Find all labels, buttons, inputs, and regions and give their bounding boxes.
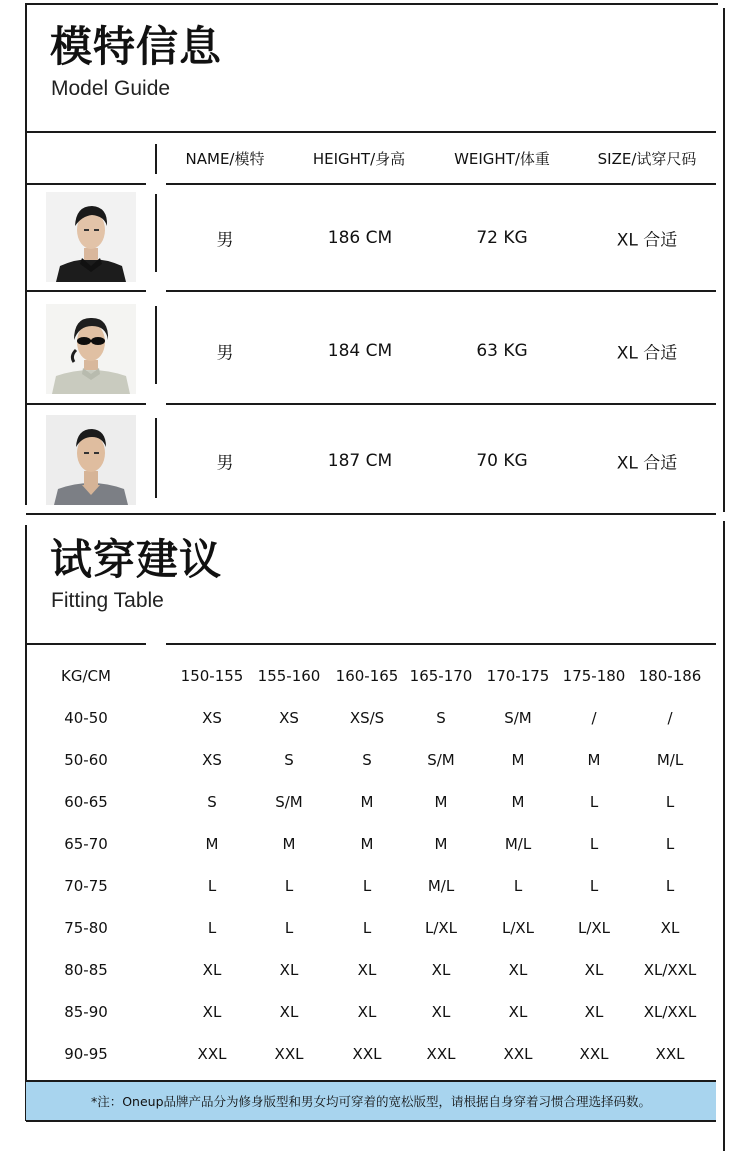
left-border-top	[25, 3, 27, 505]
fitting-size-cell: XXL	[352, 1045, 382, 1063]
fitting-size-cell: XL	[431, 1003, 451, 1021]
fitting-size-cell: XL	[431, 961, 451, 979]
fitting-weight-label: 65-70	[64, 835, 108, 853]
fitting-size-cell: L	[589, 877, 599, 895]
fitting-size-cell: L	[589, 835, 599, 853]
row-separator-right	[166, 403, 716, 405]
fitting-weight-label: 50-60	[64, 751, 108, 769]
row-separator-left	[26, 403, 146, 405]
fitting-size-cell: S	[284, 751, 294, 769]
fitting-size-cell: S	[436, 709, 446, 727]
fitting-size-cell: XS	[202, 709, 222, 727]
fitting-size-cell: L	[284, 877, 294, 895]
fitting-weight-label: 75-80	[64, 919, 108, 937]
fitting-size-cell: L	[207, 919, 217, 937]
fitting-size-cell: XL	[279, 1003, 299, 1021]
model-size: XL 合适	[616, 343, 678, 364]
fitting-size-cell: M	[434, 793, 448, 811]
fitting-size-cell: XL/XXL	[643, 1003, 697, 1021]
fitting-size-cell: L	[665, 877, 675, 895]
fitting-size-cell: L	[284, 919, 294, 937]
fitting-size-cell: XL	[357, 1003, 377, 1021]
fitting-size-cell: XXL	[503, 1045, 533, 1063]
model-size: XL 合适	[616, 230, 678, 251]
fitting-size-cell: M	[360, 835, 374, 853]
header-divider	[155, 144, 157, 174]
fitting-size-cell: M	[511, 751, 525, 769]
model-guide-title: 模特信息	[50, 22, 223, 71]
fitting-size-cell: XXL	[579, 1045, 609, 1063]
model-height: 184 CM	[327, 341, 393, 361]
fitting-size-cell: XS/S	[349, 709, 385, 727]
header-top-line	[26, 131, 716, 133]
fitting-size-cell: XXL	[655, 1045, 685, 1063]
top-border	[26, 3, 718, 5]
fitting-size-cell: L/XL	[577, 919, 611, 937]
fitting-weight-label: 40-50	[64, 709, 108, 727]
fitting-weight-label: 60-65	[64, 793, 108, 811]
row-separator-left	[26, 183, 146, 185]
fitting-corner-label: KG/CM	[61, 667, 111, 685]
fitting-size-cell: XL/XXL	[643, 961, 697, 979]
fitting-size-cell: L	[362, 877, 372, 895]
model-name: 男	[216, 230, 234, 251]
fitting-height-header: 155-160	[257, 667, 321, 685]
model-name: 男	[216, 453, 234, 474]
fitting-table-title: 试穿建议	[50, 535, 223, 584]
section-divider	[26, 513, 716, 515]
model-photo	[46, 415, 136, 505]
fitting-size-cell: M	[511, 793, 525, 811]
row-divider	[155, 194, 157, 272]
header-weight: WEIGHT/体重	[454, 150, 550, 168]
fitting-size-cell: M/L	[656, 751, 684, 769]
model-name: 男	[216, 343, 234, 364]
model-weight: 70 KG	[476, 451, 528, 471]
fitting-weight-label: 80-85	[64, 961, 108, 979]
fitting-size-cell: XL	[584, 961, 604, 979]
fitting-size-cell: L	[513, 877, 523, 895]
fitting-size-cell: L/XL	[424, 919, 458, 937]
fitting-size-cell: XL	[202, 1003, 222, 1021]
fitting-size-cell: S	[207, 793, 217, 811]
fitting-weight-label: 90-95	[64, 1045, 108, 1063]
fitting-size-cell: L	[665, 793, 675, 811]
fitting-size-cell: XXL	[197, 1045, 227, 1063]
model-portrait-icon	[46, 415, 136, 505]
fitting-header-line-right	[166, 643, 716, 645]
fitting-size-cell: /	[667, 709, 673, 727]
header-height: HEIGHT/身高	[312, 150, 406, 168]
fitting-height-header: 175-180	[562, 667, 626, 685]
fitting-size-cell: XXL	[274, 1045, 304, 1063]
model-weight: 63 KG	[476, 341, 528, 361]
row-separator-left	[26, 290, 146, 292]
header-name: NAME/模特	[185, 150, 265, 168]
fitting-size-cell: S/M	[504, 709, 532, 727]
fitting-size-cell: XL	[279, 961, 299, 979]
fitting-table-subtitle: Fitting Table	[51, 589, 164, 612]
fitting-size-cell: XL	[584, 1003, 604, 1021]
fitting-size-cell: M	[587, 751, 601, 769]
model-photo	[46, 304, 136, 394]
fitting-size-cell: M	[434, 835, 448, 853]
fitting-weight-label: 70-75	[64, 877, 108, 895]
row-separator-right	[166, 290, 716, 292]
fitting-size-cell: XL	[202, 961, 222, 979]
fitting-size-cell: XL	[660, 919, 680, 937]
row-divider	[155, 418, 157, 498]
fitting-size-cell: S	[362, 751, 372, 769]
fitting-height-header: 170-175	[486, 667, 550, 685]
fitting-size-cell: L	[207, 877, 217, 895]
model-weight: 72 KG	[476, 228, 528, 248]
fitting-size-cell: M/L	[504, 835, 532, 853]
fitting-size-cell: XS	[279, 709, 299, 727]
fitting-size-cell: M/L	[427, 877, 455, 895]
model-photo	[46, 192, 136, 282]
fitting-size-cell: XL	[508, 961, 528, 979]
fitting-size-cell: S/M	[275, 793, 303, 811]
fitting-height-header: 150-155	[180, 667, 244, 685]
row-divider	[155, 306, 157, 384]
fitting-height-header: 165-170	[409, 667, 473, 685]
fitting-size-cell: L	[665, 835, 675, 853]
model-guide-subtitle: Model Guide	[51, 77, 171, 100]
fitting-size-cell: /	[591, 709, 597, 727]
model-height: 186 CM	[327, 228, 393, 248]
fitting-weight-label: 85-90	[64, 1003, 108, 1021]
fitting-height-header: 180-186	[638, 667, 702, 685]
row-separator-right	[166, 183, 716, 185]
right-border-top	[723, 8, 725, 512]
fitting-header-line-left	[26, 643, 146, 645]
header-size: SIZE/试穿尺码	[597, 150, 697, 168]
fitting-size-cell: M	[205, 835, 219, 853]
fitting-size-cell: M	[360, 793, 374, 811]
fitting-height-header: 160-165	[335, 667, 399, 685]
fitting-size-cell: XXL	[426, 1045, 456, 1063]
note-banner: *注：Oneup品牌产品分为修身版型和男女均可穿着的宽松版型，请根据自身穿着习惯合理选择码数。	[26, 1082, 716, 1120]
note-bottom-line	[26, 1120, 716, 1122]
fitting-size-cell: M	[282, 835, 296, 853]
fitting-size-cell: XL	[508, 1003, 528, 1021]
fitting-size-cell: L/XL	[501, 919, 535, 937]
fitting-size-cell: XS	[202, 751, 222, 769]
right-border-bottom	[723, 521, 725, 1151]
left-border-bottom	[25, 525, 27, 1121]
fitting-size-cell: XL	[357, 961, 377, 979]
model-portrait-icon	[46, 192, 136, 282]
model-height: 187 CM	[327, 451, 393, 471]
fitting-size-cell: L	[362, 919, 372, 937]
fitting-size-cell: L	[589, 793, 599, 811]
model-portrait-icon	[46, 304, 136, 394]
fitting-size-cell: S/M	[427, 751, 455, 769]
model-size: XL 合适	[616, 453, 678, 474]
